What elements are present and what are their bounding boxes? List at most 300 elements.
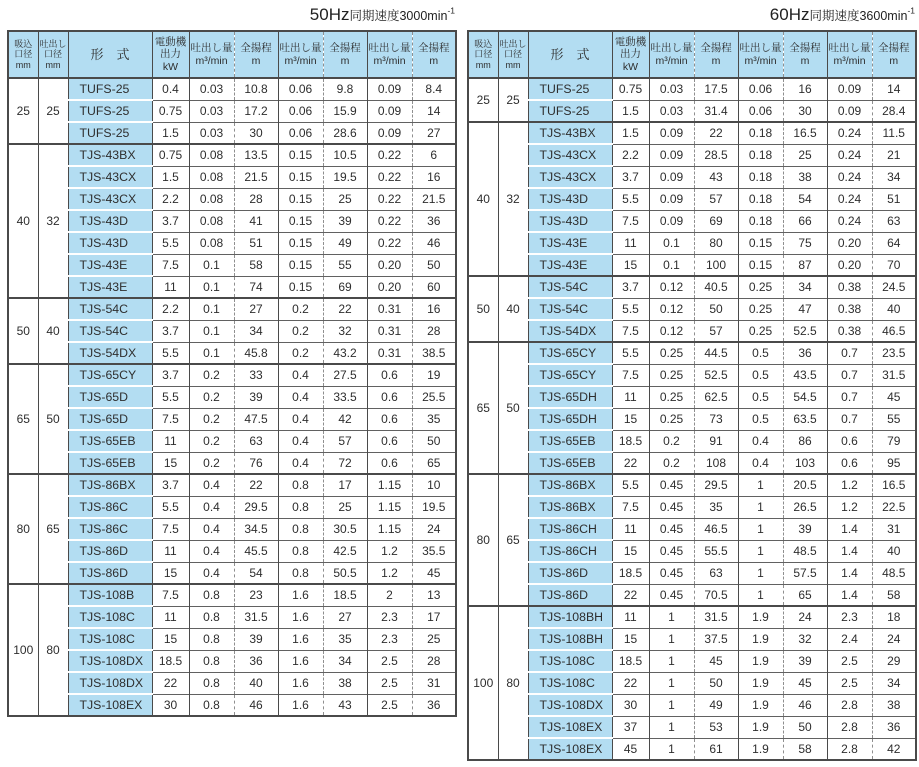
head-cell: 25 [412, 628, 456, 650]
motor-output-cell: 2.2 [152, 188, 189, 210]
spec-row [468, 78, 916, 100]
head-cell: 30 [234, 122, 278, 144]
spec-row [468, 122, 916, 144]
model-cell: TJS-43BX [68, 144, 152, 166]
model-cell: TUFS-25 [528, 100, 612, 122]
head-cell: 61 [694, 738, 738, 760]
capacity-cell: 0.25 [738, 320, 783, 342]
capacity-cell: 0.8 [278, 540, 323, 562]
capacity-cell: 0.45 [649, 540, 694, 562]
capacity-cell: 0.8 [189, 628, 234, 650]
head-cell: 52.5 [694, 364, 738, 386]
head-cell: 80 [694, 232, 738, 254]
head-cell: 50 [783, 716, 827, 738]
capacity-cell: 0.20 [367, 276, 412, 298]
header-total-head-line: 全揚程 [700, 42, 732, 55]
head-cell: 70 [872, 254, 916, 276]
head-cell: 31 [412, 672, 456, 694]
header-capacity-line: m³/min [744, 54, 777, 67]
model-cell: TJS-54C [68, 320, 152, 342]
capacity-cell: 0.22 [367, 188, 412, 210]
capacity-cell: 2.4 [827, 628, 872, 650]
header-capacity [367, 31, 412, 78]
suction-bore-cell: 100 [8, 584, 38, 716]
head-cell: 29.5 [234, 496, 278, 518]
model-cell: TJS-54DX [528, 320, 612, 342]
header-total-head-line: 全揚程 [878, 42, 910, 55]
head-cell: 48.5 [783, 540, 827, 562]
head-cell: 50 [694, 298, 738, 320]
capacity-cell: 0.2 [189, 364, 234, 386]
capacity-cell: 0.03 [189, 78, 234, 100]
capacity-cell: 1.15 [367, 496, 412, 518]
capacity-cell: 0.6 [827, 430, 872, 452]
head-cell: 39 [783, 518, 827, 540]
head-cell: 16 [412, 298, 456, 320]
head-cell: 24 [783, 606, 827, 628]
spec-row [468, 254, 916, 276]
head-cell: 69 [694, 210, 738, 232]
head-cell: 17.2 [234, 100, 278, 122]
spec-row [8, 452, 456, 474]
head-cell: 27 [234, 298, 278, 320]
spec-row [468, 452, 916, 474]
spec-row [8, 562, 456, 584]
head-cell: 8.4 [412, 78, 456, 100]
head-cell: 64 [872, 232, 916, 254]
capacity-cell: 0.08 [189, 210, 234, 232]
discharge-bore-cell: 65 [38, 474, 68, 584]
suction-bore-cell: 65 [8, 364, 38, 474]
head-cell: 28 [234, 188, 278, 210]
capacity-cell: 0.45 [649, 518, 694, 540]
head-cell: 86 [783, 430, 827, 452]
header-capacity-line: m³/min [833, 54, 866, 67]
head-cell: 32 [323, 320, 367, 342]
header-motor-output-line: 電動機 [154, 35, 187, 48]
header-capacity-line: m³/min [195, 54, 228, 67]
capacity-cell: 0.2 [189, 430, 234, 452]
capacity-cell: 0.22 [367, 144, 412, 166]
capacity-cell: 2.3 [827, 606, 872, 628]
table-body [8, 78, 456, 716]
head-cell: 20.5 [783, 474, 827, 496]
head-cell: 35 [323, 628, 367, 650]
head-cell: 73 [694, 408, 738, 430]
title-frequency: 50Hz [309, 5, 350, 24]
capacity-cell: 0.18 [738, 188, 783, 210]
header-discharge-bore [498, 31, 528, 78]
header-suction-bore-line: mm [15, 59, 31, 70]
capacity-cell: 0.2 [189, 452, 234, 474]
capacity-cell: 0.15 [278, 254, 323, 276]
discharge-bore-cell: 80 [38, 584, 68, 716]
model-cell: TJS-108DX [68, 650, 152, 672]
capacity-cell: 0.25 [649, 364, 694, 386]
capacity-cell: 0.06 [738, 100, 783, 122]
header-capacity [827, 31, 872, 78]
discharge-bore-cell: 50 [498, 342, 528, 474]
model-cell: TJS-43E [68, 254, 152, 276]
head-cell: 74 [234, 276, 278, 298]
head-cell: 29 [872, 650, 916, 672]
capacity-cell: 0.38 [827, 298, 872, 320]
head-cell: 35 [412, 408, 456, 430]
motor-output-cell: 5.5 [152, 342, 189, 364]
capacity-cell: 0.06 [738, 78, 783, 100]
capacity-cell: 0.5 [738, 364, 783, 386]
head-cell: 32 [783, 628, 827, 650]
model-cell: TJS-108BH [528, 628, 612, 650]
spec-row [8, 78, 456, 100]
capacity-cell: 0.6 [367, 364, 412, 386]
model-cell: TJS-65DH [528, 408, 612, 430]
capacity-cell: 1.9 [738, 738, 783, 760]
head-cell: 65 [783, 584, 827, 606]
head-cell: 38 [872, 694, 916, 716]
head-cell: 95 [872, 452, 916, 474]
capacity-cell: 2.5 [367, 694, 412, 716]
head-cell: 45.5 [234, 540, 278, 562]
head-cell: 46 [412, 232, 456, 254]
head-cell: 45 [412, 562, 456, 584]
head-cell: 25.5 [412, 386, 456, 408]
capacity-cell: 0.2 [649, 452, 694, 474]
capacity-cell: 0.06 [278, 122, 323, 144]
model-cell: TJS-108C [528, 650, 612, 672]
head-cell: 9.8 [323, 78, 367, 100]
head-cell: 36 [412, 210, 456, 232]
capacity-cell: 0.1 [189, 342, 234, 364]
head-cell: 49 [323, 232, 367, 254]
model-cell: TJS-43D [528, 188, 612, 210]
head-cell: 55.5 [694, 540, 738, 562]
motor-output-cell: 15 [612, 408, 649, 430]
model-cell: TJS-86BX [528, 496, 612, 518]
motor-output-cell: 2.2 [152, 298, 189, 320]
head-cell: 42.5 [323, 540, 367, 562]
motor-output-cell: 7.5 [612, 496, 649, 518]
capacity-cell: 0.03 [649, 100, 694, 122]
capacity-cell: 0.8 [278, 496, 323, 518]
spec-row [468, 474, 916, 496]
head-cell: 23.5 [872, 342, 916, 364]
head-cell: 36 [412, 694, 456, 716]
capacity-cell: 0.6 [367, 386, 412, 408]
model-cell: TJS-108DX [68, 672, 152, 694]
spec-row [468, 232, 916, 254]
capacity-cell: 0.09 [367, 100, 412, 122]
model-cell: TJS-108C [528, 672, 612, 694]
head-cell: 35 [694, 496, 738, 518]
head-cell: 36 [234, 650, 278, 672]
motor-output-cell: 1.5 [152, 166, 189, 188]
spec-row [8, 342, 456, 364]
spec-row [8, 386, 456, 408]
suction-bore-cell: 40 [468, 122, 498, 276]
capacity-cell: 0.24 [827, 144, 872, 166]
head-cell: 45 [783, 672, 827, 694]
head-cell: 51 [234, 232, 278, 254]
capacity-cell: 1.6 [278, 672, 323, 694]
title-frequency: 60Hz [769, 5, 810, 24]
capacity-cell: 1.2 [367, 540, 412, 562]
capacity-cell: 0.08 [189, 144, 234, 166]
title-speed: 同期速度3600min [809, 9, 908, 23]
spec-row [8, 100, 456, 122]
header-suction-bore-line: 吸込 [474, 38, 493, 49]
spec-row [468, 166, 916, 188]
head-cell: 10.5 [323, 144, 367, 166]
model-cell: TUFS-25 [68, 78, 152, 100]
model-cell: TJS-86D [528, 562, 612, 584]
capacity-cell: 2.5 [367, 672, 412, 694]
head-cell: 22 [323, 298, 367, 320]
motor-output-cell: 15 [152, 452, 189, 474]
header-suction-bore [468, 31, 498, 78]
capacity-cell: 1.15 [367, 474, 412, 496]
motor-output-cell: 7.5 [152, 254, 189, 276]
head-cell: 54 [783, 188, 827, 210]
capacity-cell: 1 [738, 584, 783, 606]
head-cell: 31.5 [872, 364, 916, 386]
capacity-cell: 0.5 [738, 342, 783, 364]
header-motor-output [152, 31, 189, 78]
capacity-cell: 0.2 [649, 430, 694, 452]
capacity-cell: 0.4 [278, 364, 323, 386]
head-cell: 46.5 [872, 320, 916, 342]
head-cell: 34 [323, 650, 367, 672]
head-cell: 27 [412, 122, 456, 144]
capacity-cell: 0.22 [367, 210, 412, 232]
spec-row [8, 628, 456, 650]
motor-output-cell: 3.7 [152, 210, 189, 232]
model-cell: TJS-43E [528, 254, 612, 276]
spec-row [468, 496, 916, 518]
head-cell: 75 [783, 232, 827, 254]
model-cell: TJS-43D [68, 232, 152, 254]
head-cell: 57 [694, 320, 738, 342]
capacity-cell: 0.7 [827, 386, 872, 408]
table-title-50hz [7, 5, 455, 25]
capacity-cell: 2 [367, 584, 412, 606]
head-cell: 30 [783, 100, 827, 122]
motor-output-cell: 0.4 [152, 78, 189, 100]
head-cell: 63 [694, 562, 738, 584]
capacity-cell: 0.45 [649, 474, 694, 496]
spec-row [468, 628, 916, 650]
capacity-cell: 0.25 [738, 298, 783, 320]
head-cell: 72 [323, 452, 367, 474]
model-cell: TJS-108C [68, 628, 152, 650]
model-cell: TJS-108EX [528, 716, 612, 738]
header-discharge-bore-line: 口径 [503, 49, 522, 60]
head-cell: 33.5 [323, 386, 367, 408]
model-cell: TJS-108EX [528, 738, 612, 760]
head-cell: 47.5 [234, 408, 278, 430]
model-cell: TJS-65DH [528, 386, 612, 408]
head-cell: 38.5 [412, 342, 456, 364]
spec-row [8, 144, 456, 166]
capacity-cell: 0.03 [189, 100, 234, 122]
capacity-cell: 1.9 [738, 606, 783, 628]
head-cell: 41 [234, 210, 278, 232]
model-cell: TJS-65D [68, 408, 152, 430]
motor-output-cell: 7.5 [612, 210, 649, 232]
motor-output-cell: 11 [612, 386, 649, 408]
capacity-cell: 0.25 [649, 408, 694, 430]
model-cell: TJS-54DX [68, 342, 152, 364]
header-suction-bore-line: 吸込 [14, 38, 33, 49]
capacity-cell: 1.15 [367, 518, 412, 540]
capacity-cell: 0.18 [738, 122, 783, 144]
motor-output-cell: 22 [612, 672, 649, 694]
table-title-60hz [467, 5, 915, 25]
discharge-bore-cell: 50 [38, 364, 68, 474]
capacity-cell: 1 [649, 650, 694, 672]
capacity-cell: 0.2 [278, 320, 323, 342]
head-cell: 43 [694, 166, 738, 188]
model-cell: TJS-43CX [528, 144, 612, 166]
model-cell: TUFS-25 [68, 100, 152, 122]
header-total-head-line: m [251, 54, 261, 67]
spec-row [468, 540, 916, 562]
spec-row [8, 650, 456, 672]
capacity-cell: 1 [649, 694, 694, 716]
model-cell: TJS-108DX [528, 694, 612, 716]
head-cell: 14 [412, 100, 456, 122]
head-cell: 21.5 [412, 188, 456, 210]
spec-row [468, 364, 916, 386]
capacity-cell: 0.09 [649, 144, 694, 166]
head-cell: 34.5 [234, 518, 278, 540]
motor-output-cell: 18.5 [612, 650, 649, 672]
header-total-head-line: m [800, 54, 810, 67]
header-total-head-line: m [711, 54, 721, 67]
capacity-cell: 0.7 [827, 364, 872, 386]
head-cell: 108 [694, 452, 738, 474]
model-cell: TUFS-25 [528, 78, 612, 100]
head-cell: 45 [694, 650, 738, 672]
header-total-head [323, 31, 367, 78]
head-cell: 17.5 [694, 78, 738, 100]
head-cell: 23 [234, 584, 278, 606]
head-cell: 40 [234, 672, 278, 694]
capacity-cell: 1.4 [827, 518, 872, 540]
header-capacity-line: m³/min [373, 54, 406, 67]
motor-output-cell: 30 [152, 694, 189, 716]
capacity-cell: 0.08 [189, 166, 234, 188]
capacity-cell: 1 [738, 562, 783, 584]
motor-output-cell: 5.5 [152, 386, 189, 408]
capacity-cell: 0.31 [367, 342, 412, 364]
capacity-cell: 2.5 [367, 650, 412, 672]
head-cell: 50 [412, 254, 456, 276]
spec-row [8, 232, 456, 254]
capacity-cell: 0.03 [189, 122, 234, 144]
capacity-cell: 0.7 [827, 408, 872, 430]
model-cell: TJS-65CY [528, 342, 612, 364]
spec-row [468, 650, 916, 672]
capacity-cell: 0.1 [649, 232, 694, 254]
motor-output-cell: 18.5 [612, 430, 649, 452]
model-cell: TJS-43E [528, 232, 612, 254]
spec-row [8, 672, 456, 694]
capacity-cell: 0.31 [367, 298, 412, 320]
head-cell: 100 [694, 254, 738, 276]
head-cell: 50 [412, 430, 456, 452]
head-cell: 21 [872, 144, 916, 166]
capacity-cell: 1 [649, 628, 694, 650]
capacity-cell: 0.09 [649, 122, 694, 144]
capacity-cell: 0.22 [367, 232, 412, 254]
motor-output-cell: 0.75 [152, 144, 189, 166]
head-cell: 43.2 [323, 342, 367, 364]
capacity-cell: 0.38 [827, 320, 872, 342]
suction-bore-cell: 65 [468, 342, 498, 474]
header-capacity-line: m³/min [655, 54, 688, 67]
head-cell: 57 [694, 188, 738, 210]
head-cell: 58 [783, 738, 827, 760]
capacity-cell: 0.45 [649, 496, 694, 518]
head-cell: 36 [783, 342, 827, 364]
header-discharge-bore-line: mm [45, 59, 61, 70]
motor-output-cell: 0.75 [612, 78, 649, 100]
spec-row [468, 144, 916, 166]
head-cell: 25 [323, 496, 367, 518]
header-capacity-line: 吐出し量 [368, 42, 411, 55]
capacity-cell: 0.8 [189, 672, 234, 694]
capacity-cell: 2.3 [367, 606, 412, 628]
head-cell: 44.5 [694, 342, 738, 364]
capacity-cell: 1.2 [827, 496, 872, 518]
capacity-cell: 0.8 [189, 650, 234, 672]
head-cell: 28.4 [872, 100, 916, 122]
capacity-cell: 0.18 [738, 210, 783, 232]
head-cell: 42 [872, 738, 916, 760]
header-motor-output-line: 出力kW [160, 48, 181, 73]
head-cell: 19.5 [323, 166, 367, 188]
capacity-cell: 0.6 [367, 452, 412, 474]
model-cell: TJS-86BX [528, 474, 612, 496]
spec-row [8, 584, 456, 606]
suction-bore-cell: 40 [8, 144, 38, 298]
motor-output-cell: 15 [612, 540, 649, 562]
head-cell: 38 [783, 166, 827, 188]
head-cell: 63.5 [783, 408, 827, 430]
head-cell: 16 [783, 78, 827, 100]
capacity-cell: 0.20 [367, 254, 412, 276]
capacity-cell: 0.25 [649, 386, 694, 408]
capacity-cell: 0.1 [649, 254, 694, 276]
header-suction-bore [8, 31, 38, 78]
motor-output-cell: 18.5 [612, 562, 649, 584]
header-suction-bore-line: 口径 [474, 49, 493, 60]
head-cell: 49 [694, 694, 738, 716]
discharge-bore-cell: 32 [498, 122, 528, 276]
capacity-cell: 1 [738, 540, 783, 562]
motor-output-cell: 1.5 [612, 100, 649, 122]
model-cell: TJS-65EB [68, 452, 152, 474]
model-cell: TJS-86D [68, 562, 152, 584]
capacity-cell: 0.45 [649, 562, 694, 584]
capacity-cell: 0.24 [827, 210, 872, 232]
capacity-cell: 0.18 [738, 144, 783, 166]
head-cell: 40 [872, 298, 916, 320]
model-cell: TUFS-25 [68, 122, 152, 144]
motor-output-cell: 11 [152, 540, 189, 562]
capacity-cell: 0.15 [278, 210, 323, 232]
